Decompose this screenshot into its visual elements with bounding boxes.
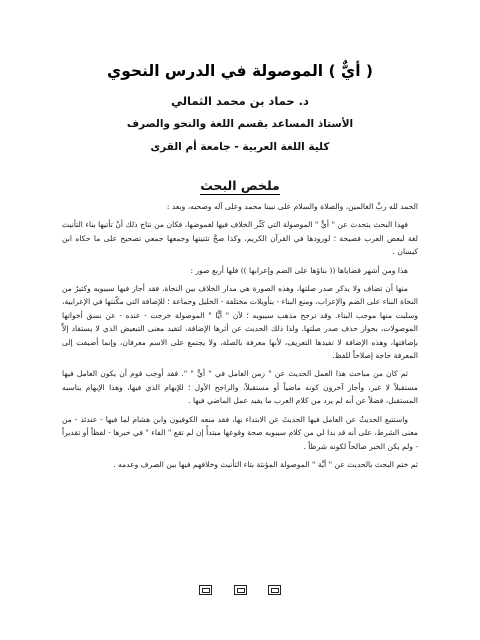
abstract-paragraph: فهذا البحث يتحدث عن " أيٍّ " الموصولة التي كَثُر الخلاف فيها لغموضها، فكان من نتاج ذلك أنْ تأتيها بناء التأنيث لغة لبعض العرب فصيحة ؛ لورودها في القرآن الكريم، وكذا صحَّ تثنيتها وجمعها جمعي تصحيح على ما حكاه ابن كيسان . bbox=[62, 220, 418, 257]
abstract-paragraph: الحمد لله ربِّ العالمين، والصلاة والسلام على نبينا محمد وعلى آله وصحبه، وبعد : bbox=[166, 202, 418, 211]
ornament-icon bbox=[199, 585, 212, 595]
author-position: الأستاذ المساعد بقسم اللغة والنحو والصرف bbox=[126, 118, 354, 130]
abstract-heading bbox=[0, 178, 480, 193]
abstract-body bbox=[62, 200, 418, 476]
abstract-paragraph: منها أن تضاف ولا يذكر صدر صلتها، وهذه الصورة هي مدار الخلاف بين النحاة، فقد أجاز فيها سيبويه وكثيرٌ من النحاة البناء على الضم والإعراب، ومنع البناء - بتأويلات مختلفة - الخليل وجماعة ؛ للإضافة التي مكّنتها في الإعرابية، وسلبت منها موجب البناء. وقد ترجح مذهب سيبويه ؛ لأن " أيًّا " الموصولة خرجت - عنده - عن نسق أخواتها الموصولات، بجواز حذف صدر صلتها. ولذا ذلك الحديث عن أثرها الإضافة، لتفيد معنى التبعيض الذي لا يستفاد إلاَّ بإضافتها، وهذه الإضافة لا تفيدها التعريف، لأنها معرفة بالصلة، ولا يجتمع على الاسم معرفان، وإنما أضيفت إلى المعرفة حاجة إصلاحاً للفظ. bbox=[62, 284, 418, 361]
ornament-divider bbox=[0, 580, 480, 599]
author-name: د. حماد بن محمد الثمالي bbox=[171, 94, 309, 108]
author-institution: كلية اللغة العربية - جامعة أم القرى bbox=[150, 141, 330, 153]
abstract-heading-text: ملخص البحث bbox=[200, 178, 280, 193]
abstract-paragraph: ثم كان من مباحث هذا العمل الحديث عن " زمن العامل في " أيٍّ " ". فقد أوجب قوم أن يكون العامل فيها مستقبلاً لا غير، وأجاز آخرون كونه ماضياً أو مستقبلاً، والراجح الأول ؛ للإبهام الذي فيها، وهذا الإبهام يناسبه المستقبل، فضلاً عن أنه لم يرد من كلام العرب ما يفيد عمل الماضي فيها . bbox=[62, 369, 418, 406]
abstract-paragraph: واستتبع الحديثُ عن العامل فيها الحديثَ عن الابتداء بها، فقد منعه الكوفيون وابن هشام لما فيها - عندئذ - من معنى الشرط، على أنه قد بدا لي من كلام سيبويه صحة وقوعها مبتدأً إن لم تقع " الفاء " في خبرها - لفظاً أو تقديراً - ولم يكن الخبر صالحاً لكونه شرطاً . bbox=[62, 414, 418, 451]
document-title: ( أيٌّ ) الموصولة في الدرس النحوي bbox=[106, 62, 373, 80]
ornament-icon bbox=[234, 585, 247, 595]
ornament-icon bbox=[268, 585, 281, 595]
abstract-paragraph: ثم ختم البحث بالحديث عن " أيَّة " الموصولة المؤنثة بتاء التأنيث وخلافهم فيها بين الصرف وعدمه . bbox=[113, 459, 418, 469]
abstract-paragraph: هذا ومن أشهر قضاياها (( بناؤها على الضم وإعرابها )) فلها أربع صور : bbox=[190, 265, 408, 275]
